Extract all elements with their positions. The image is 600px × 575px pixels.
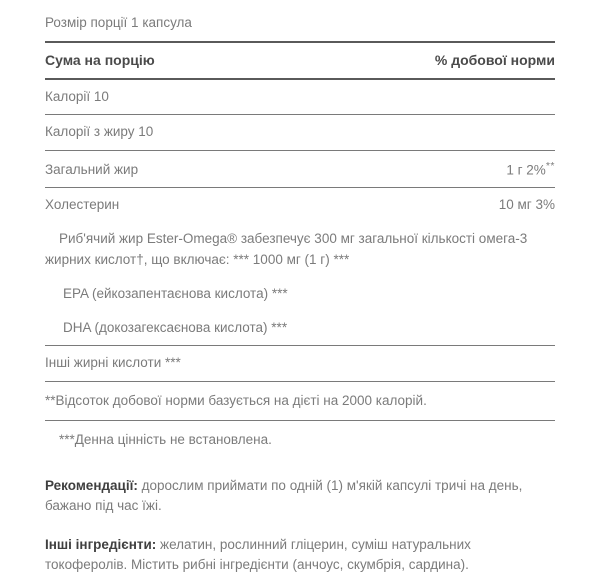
table-row: [45, 311, 555, 345]
fish-oil-note-text: Риб'ячий жир Ester-Omega® забезпечує 300 мг загальної кількості омега-3 жирних кислот†, що включає: *** 1000 мг (1 г) ***: [45, 231, 528, 267]
directions-paragraph: [45, 459, 555, 517]
nutrient-label: Інші жирні кислоти ***: [45, 355, 181, 371]
table-row: [45, 188, 555, 222]
other-ingredients-paragraph: [45, 517, 555, 575]
nutrient-value: [506, 159, 555, 180]
nutrient-label: Холестерин: [45, 197, 120, 213]
nutrient-label: Калорії 10: [45, 89, 109, 105]
nutrient-label: EPA (ейкозапентаєнова кислота) ***: [63, 285, 288, 301]
table-row: [45, 151, 555, 188]
nutrient-label: DHA (докозагексаєнова кислота) ***: [63, 320, 288, 336]
directions-text: дорослим приймати по одній (1) м'якій капсулі тричі на день, бажано під час їжі.: [45, 478, 523, 514]
other-ingredients-text: желатин, рослинний гліцерин, суміш натуральних токоферолів. Містить рибні інгредієнти (анчоус, скумбрія, сардина).: [45, 536, 471, 572]
fish-oil-note: [45, 222, 555, 277]
nutrient-value: 10 мг 3%: [498, 197, 555, 213]
other-ingredients-label: Інші інгредієнти:: [45, 536, 157, 552]
table-row: [45, 115, 555, 149]
daily-value-header-label: % добової норми: [434, 52, 555, 69]
table-row: [45, 277, 555, 311]
serving-size-row: [45, 0, 555, 41]
table-row: [45, 346, 555, 380]
nutrient-label: Калорії з жиру 10: [45, 124, 154, 140]
serving-size-label: Розмір порції 1 капсула: [45, 15, 192, 30]
amount-per-serving-header: [45, 43, 555, 78]
nutrient-label: Загальний жир: [45, 162, 139, 178]
nutrient-value-text: 1 г 2%: [506, 162, 546, 178]
footnote-no-daily-value: ***Денна цінність не встановлена.: [59, 431, 272, 447]
directions-label: Рекомендації:: [45, 478, 138, 494]
table-row: [45, 80, 555, 114]
footnote-marker: **: [545, 159, 555, 172]
amount-per-serving-label: Сума на порцію: [45, 52, 155, 69]
footnote-daily-value: **Відсоток добової норми базується на дієті на 2000 калорій.: [45, 392, 427, 408]
